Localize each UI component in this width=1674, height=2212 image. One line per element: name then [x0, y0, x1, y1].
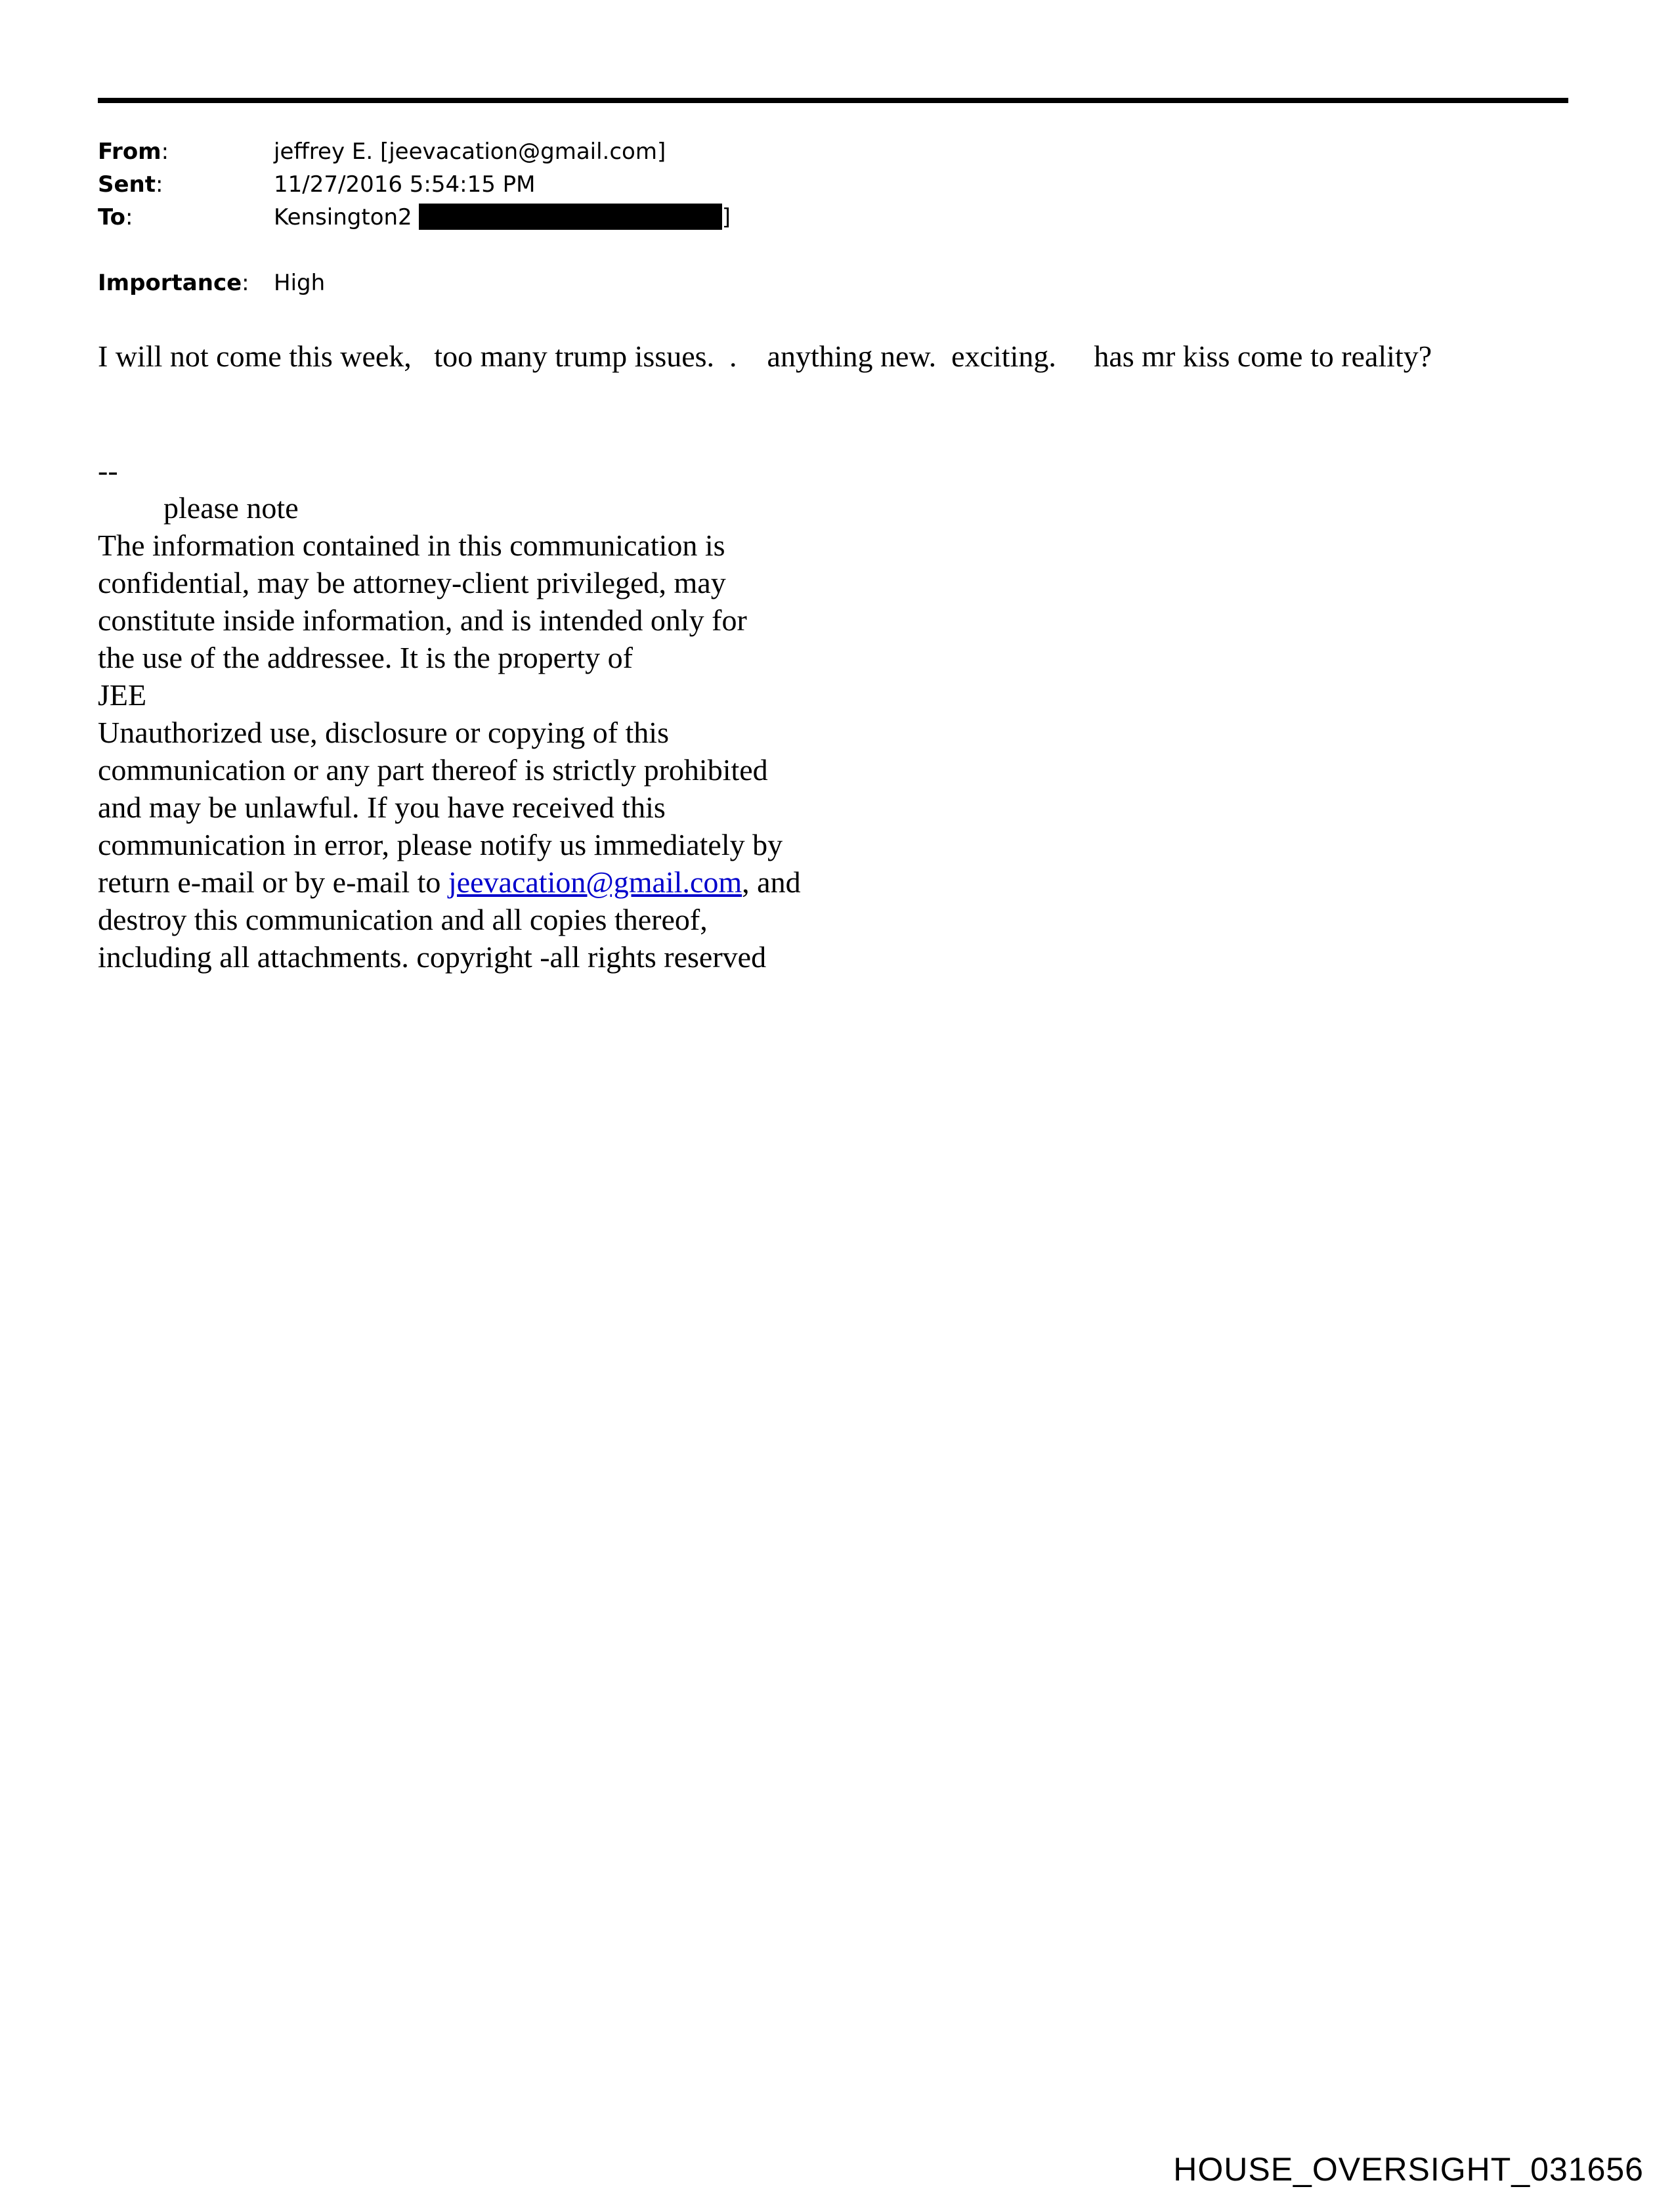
- disclaimer-return-line: [98, 863, 801, 901]
- from-value: jeffrey E. [jeevacation@gmail.com]: [274, 139, 666, 165]
- sent-value: 11/27/2016 5:54:15 PM: [274, 171, 536, 198]
- from-label: From: [98, 139, 161, 165]
- to-label-wrap: [98, 201, 133, 234]
- to-colon: :: [125, 204, 133, 230]
- please-note: please note: [163, 491, 299, 525]
- to-value: Kensington2: [274, 204, 412, 230]
- disclaimer-line: constitute inside information, and is intended only for: [98, 603, 747, 637]
- sent-label: Sent: [98, 171, 156, 198]
- redaction-bar: [419, 204, 722, 230]
- from-label-wrap: [98, 135, 169, 168]
- email-link[interactable]: jeevacation@gmail.com: [448, 865, 742, 899]
- disclaimer-line: and may be unlawful. If you have received this: [98, 791, 666, 824]
- return-prefix: return e-mail or by e-mail to: [98, 865, 448, 899]
- disclaimer-line: confidential, may be attorney-client privileged, may: [98, 566, 726, 599]
- message-body: I will not come this week, too many trump issues. . anything new. exciting. has mr kiss come to reality?: [98, 339, 1432, 373]
- importance-colon: :: [242, 270, 249, 296]
- to-value-wrap: [274, 201, 731, 234]
- signature-block: [98, 452, 801, 976]
- disclaimer-line: destroy this communication and all copies thereof,: [98, 903, 708, 936]
- sent-colon: :: [156, 171, 163, 198]
- disclaimer-line: JEE: [98, 678, 147, 712]
- signature-dashes: --: [98, 454, 118, 487]
- return-suffix: , and: [742, 865, 801, 899]
- disclaimer-line: including all attachments. copyright -all rights reserved: [98, 940, 767, 974]
- disclaimer-line: communication or any part thereof is strictly prohibited: [98, 753, 768, 787]
- disclaimer-line: the use of the addressee. It is the property of: [98, 641, 633, 674]
- from-colon: :: [161, 139, 169, 165]
- top-divider: [98, 98, 1568, 103]
- importance-label: Importance: [98, 270, 242, 296]
- disclaimer-line: The information contained in this communication is: [98, 529, 725, 562]
- disclaimer-line: communication in error, please notify us immediately by: [98, 828, 783, 861]
- importance-value: High: [274, 270, 326, 296]
- bates-number: HOUSE_OVERSIGHT_031656: [1173, 2151, 1644, 2188]
- sent-label-wrap: [98, 168, 163, 201]
- importance-label-wrap: [98, 267, 249, 299]
- to-label: To: [98, 204, 126, 230]
- disclaimer-line: Unauthorized use, disclosure or copying of this: [98, 716, 669, 749]
- to-suffix: ]: [721, 204, 731, 230]
